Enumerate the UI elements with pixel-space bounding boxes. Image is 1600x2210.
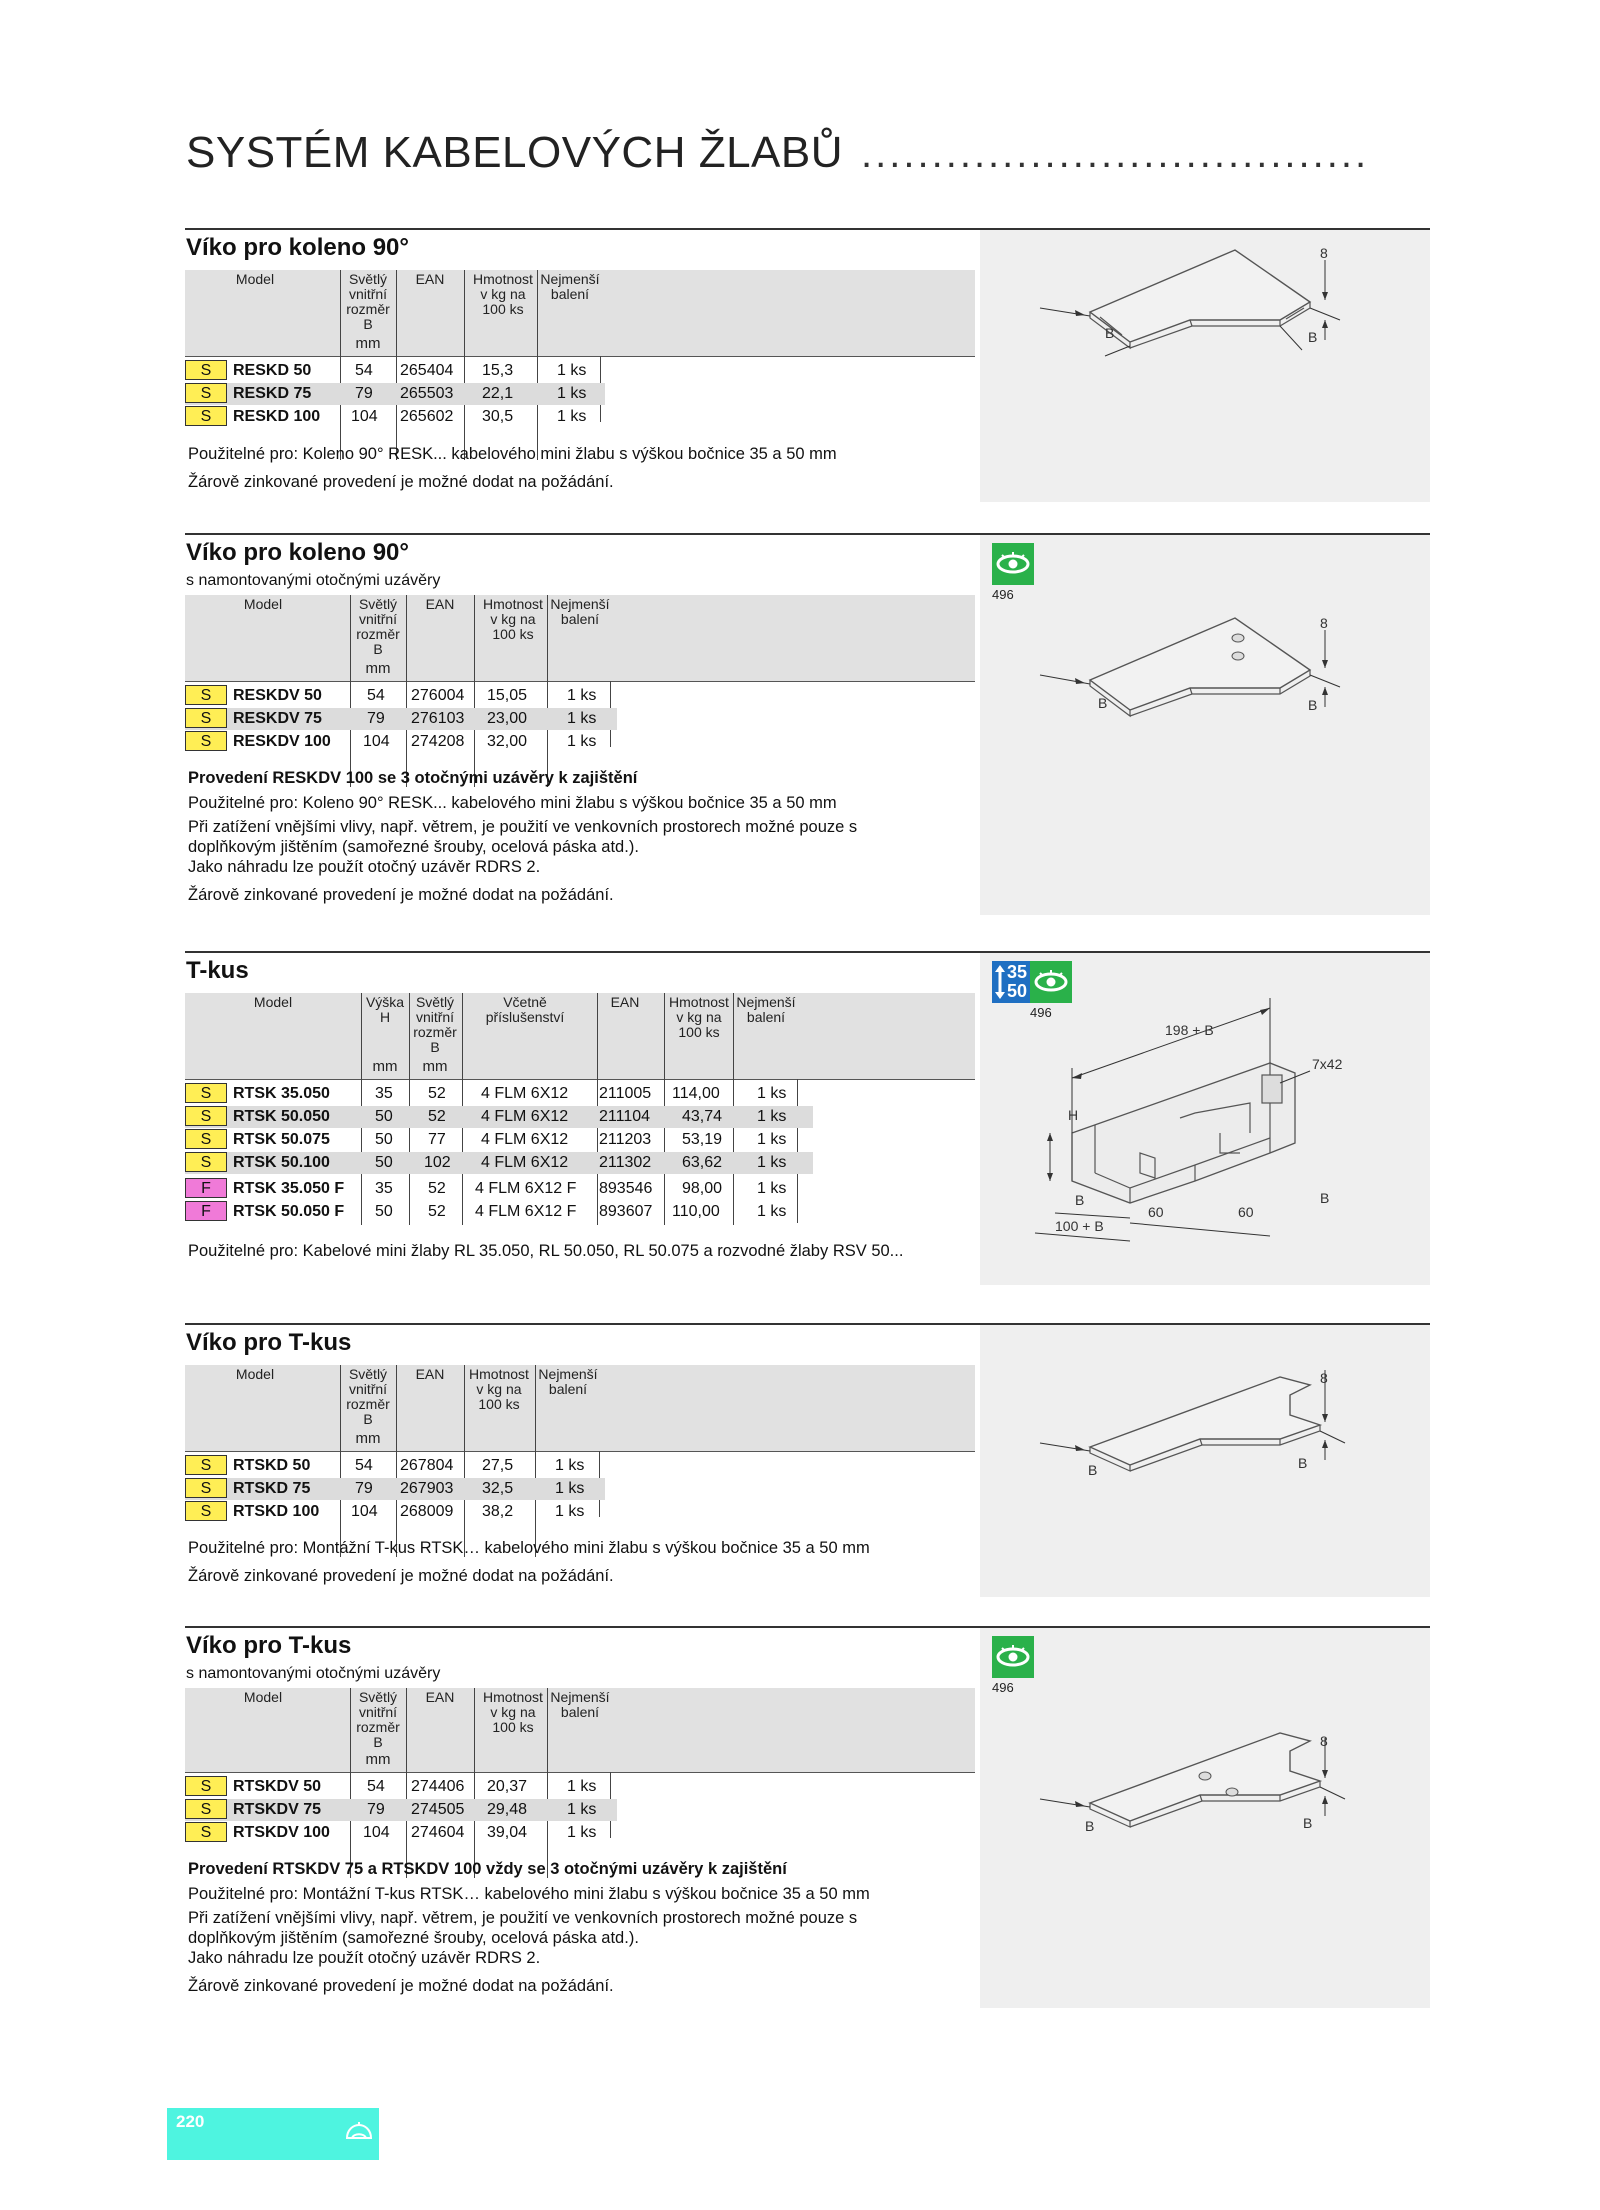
- width: 79: [355, 1480, 373, 1497]
- col-model: Model: [243, 1689, 283, 1705]
- weight: 43,74: [682, 1108, 723, 1125]
- width: 102: [424, 1154, 451, 1171]
- table-header: [185, 993, 975, 1080]
- pack: 1 ks: [555, 1480, 585, 1497]
- weight: 32,00: [487, 733, 528, 750]
- title-dots: ....................................: [861, 132, 1370, 176]
- drawing-panel: [980, 953, 1430, 1285]
- note-text: Žárově zinkované provedení je možné dodat na požádání.: [188, 473, 614, 491]
- height-50: 50: [1007, 981, 1028, 1001]
- model: RESKDV 50: [233, 687, 322, 704]
- section-subtitle: s namontovanými otočnými uzávěry: [186, 572, 441, 589]
- col-height: Výška H: [365, 994, 405, 1025]
- table-row: [185, 1201, 805, 1223]
- section-lid-elbow: [185, 228, 1430, 502]
- weight: 32,5: [482, 1480, 514, 1497]
- note-text: Použitelné pro: Kabelové mini žlaby RL 35.050, RL 50.050, RL 50.075 a rozvodné žlaby RSV 50...: [188, 1242, 904, 1260]
- width: 79: [355, 385, 373, 402]
- col-width-unit: mm: [355, 1430, 381, 1447]
- logo-icon: [344, 2120, 374, 2144]
- dim-top: 198 + B: [1165, 1022, 1214, 1038]
- width: 54: [355, 1457, 373, 1474]
- page-number-bar: [167, 2108, 379, 2160]
- weight: 23,00: [487, 710, 528, 727]
- col-pack: Nejmenší balení: [540, 271, 600, 302]
- width: 52: [428, 1085, 446, 1102]
- note-text: doplňkovým jištěním (samořezné šrouby, ocelová páska atd.).: [188, 838, 639, 856]
- height: 50: [375, 1131, 393, 1148]
- stock-tag: S: [185, 1776, 227, 1796]
- weight: 29,48: [487, 1801, 528, 1818]
- width: 104: [351, 1503, 378, 1520]
- dim-bottom: 100 + B: [1055, 1218, 1104, 1234]
- col-width-unit: mm: [365, 1751, 391, 1768]
- stock-tag: S: [185, 1455, 227, 1475]
- lid-t-piece-locks-drawing: [980, 1668, 1430, 1968]
- col-width: Světlý vnitřní rozměr B: [346, 271, 390, 332]
- pack: 1 ks: [757, 1108, 787, 1125]
- table-row: [185, 1776, 625, 1798]
- pack: 1 ks: [757, 1154, 787, 1171]
- model: RTSKDV 100: [233, 1824, 330, 1841]
- dim-offset-2: 60: [1238, 1204, 1254, 1220]
- ean: 276103: [411, 710, 465, 727]
- weight: 53,19: [682, 1131, 723, 1148]
- catalog-ref: 496: [992, 587, 1014, 602]
- note-text: doplňkovým jištěním (samořezné šrouby, ocelová páska atd.).: [188, 1929, 639, 1947]
- drawing-panel: [980, 1628, 1430, 2008]
- lid-t-piece-drawing: [980, 1325, 1430, 1597]
- pack: 1 ks: [567, 1824, 597, 1841]
- accessories: 4 FLM 6X12: [481, 1085, 569, 1102]
- section-title: Víko pro T-kus: [186, 1632, 352, 1659]
- col-ean: EAN: [425, 596, 455, 612]
- dim-b-right: B: [1308, 329, 1318, 345]
- width: 54: [367, 1778, 385, 1795]
- pack: 1 ks: [557, 385, 587, 402]
- dim-height: 8: [1320, 1733, 1328, 1749]
- stock-tag: F: [185, 1201, 227, 1221]
- pack: 1 ks: [567, 1801, 597, 1818]
- ean: 274208: [411, 733, 465, 750]
- model: RESKDV 75: [233, 710, 322, 727]
- table-row: [185, 1478, 615, 1500]
- note-text: Jako náhradu lze použít otočný uzávěr RDRS 2.: [188, 858, 541, 876]
- weight: 22,1: [482, 385, 514, 402]
- col-height-unit: mm: [372, 1058, 398, 1075]
- pack: 1 ks: [757, 1085, 787, 1102]
- col-weight: Hmotnost v kg na 100 ks: [469, 1366, 529, 1412]
- note-text: Použitelné pro: Montážní T-kus RTSK… kabelového mini žlabu s výškou bočnice 35 a 50 mm: [188, 1885, 870, 1903]
- stock-tag: F: [185, 1178, 227, 1198]
- col-width-unit: mm: [365, 660, 391, 677]
- col-ean: EAN: [425, 1689, 455, 1705]
- accessories: 4 FLM 6X12: [481, 1131, 569, 1148]
- accessories: 4 FLM 6X12 F: [475, 1203, 577, 1220]
- table-header: [185, 1365, 975, 1452]
- note-bold: Provedení RTSKDV 75 a RTSKDV 100 vždy se 3 otočnými uzávěry k zajištění: [188, 1860, 787, 1878]
- model: RTSKDV 50: [233, 1778, 322, 1795]
- stock-tag: S: [185, 406, 227, 426]
- note-text: Žárově zinkované provedení je možné dodat na požádání.: [188, 886, 614, 904]
- col-ean: EAN: [415, 1366, 445, 1382]
- table-header: [185, 1688, 975, 1773]
- col-pack: Nejmenší balení: [538, 1366, 598, 1397]
- col-pack: Nejmenší balení: [550, 596, 610, 627]
- note-text: Žárově zinkované provedení je možné dodat na požádání.: [188, 1977, 614, 1995]
- table-row: [185, 1106, 805, 1128]
- col-accessories: Včetně příslušenství: [485, 994, 565, 1025]
- dim-b-left: B: [1098, 695, 1108, 711]
- model: RTSKDV 75: [233, 1801, 322, 1818]
- col-width: Světlý vnitřní rozměr B: [413, 994, 457, 1055]
- dim-b-right: B: [1320, 1190, 1330, 1206]
- page-number: 220: [176, 2112, 205, 2131]
- table-row: [185, 1083, 805, 1105]
- pack: 1 ks: [555, 1503, 585, 1520]
- model: RTSK 50.100: [233, 1154, 330, 1171]
- note-bold: Provedení RESKDV 100 se 3 otočnými uzávěry k zajištění: [188, 769, 638, 787]
- pack: 1 ks: [567, 1778, 597, 1795]
- dim-b-right: B: [1303, 1815, 1313, 1831]
- weight: 15,3: [482, 362, 514, 379]
- model: RTSKD 50: [233, 1457, 311, 1474]
- dim-height: 8: [1320, 1370, 1328, 1386]
- dim-b-left: B: [1075, 1192, 1085, 1208]
- section-subtitle: s namontovanými otočnými uzávěry: [186, 1665, 441, 1682]
- model: RESKD 100: [233, 408, 321, 425]
- ean: 893546: [599, 1180, 653, 1197]
- stock-tag: S: [185, 1822, 227, 1842]
- model: RTSKD 100: [233, 1503, 320, 1520]
- drawing-panel: [980, 230, 1430, 502]
- width: 79: [367, 710, 385, 727]
- ean: 274505: [411, 1801, 465, 1818]
- table-header: [185, 595, 975, 682]
- table-row: [185, 708, 625, 730]
- weight: 98,00: [682, 1180, 723, 1197]
- col-width-unit: mm: [422, 1058, 448, 1075]
- note-text: Jako náhradu lze použít otočný uzávěr RDRS 2.: [188, 1949, 541, 1967]
- stock-tag: S: [185, 1799, 227, 1819]
- model: RTSK 50.075: [233, 1131, 330, 1148]
- note-text: Žárově zinkované provedení je možné dodat na požádání.: [188, 1567, 614, 1585]
- height: 50: [375, 1203, 393, 1220]
- dim-b-left: B: [1085, 1818, 1095, 1834]
- stock-tag: S: [185, 383, 227, 403]
- col-width: Světlý vnitřní rozměr B: [356, 1689, 400, 1750]
- width: 54: [367, 687, 385, 704]
- pack: 1 ks: [757, 1203, 787, 1220]
- section-title: T-kus: [186, 957, 249, 984]
- section-title: Víko pro koleno 90°: [186, 234, 409, 261]
- pack: 1 ks: [567, 687, 597, 704]
- section-title: Víko pro koleno 90°: [186, 539, 409, 566]
- height-35: 35: [1007, 962, 1028, 982]
- dim-height: H: [1068, 1107, 1079, 1123]
- ean: 267903: [400, 1480, 454, 1497]
- ean: 265602: [400, 408, 454, 425]
- stock-tag: S: [185, 360, 227, 380]
- section-title: Víko pro T-kus: [186, 1329, 352, 1356]
- ean: 211203: [599, 1131, 652, 1148]
- model: RTSK 50.050 F: [233, 1203, 345, 1220]
- width: 77: [428, 1131, 446, 1148]
- col-width: Světlý vnitřní rozměr B: [346, 1366, 390, 1427]
- dim-offset-1: 60: [1148, 1204, 1164, 1220]
- section-lid-t-piece: [185, 1323, 1430, 1597]
- model: RESKDV 100: [233, 733, 331, 750]
- col-weight: Hmotnost v kg na 100 ks: [473, 271, 533, 317]
- ean: 893607: [599, 1203, 653, 1220]
- t-piece-drawing: [980, 993, 1430, 1283]
- ean: 265503: [400, 385, 454, 402]
- dim-b-right: B: [1298, 1455, 1308, 1471]
- model: RTSK 35.050: [233, 1085, 330, 1102]
- weight: 110,00: [672, 1203, 720, 1220]
- weight: 39,04: [487, 1824, 528, 1841]
- weight: 30,5: [482, 408, 514, 425]
- pack: 1 ks: [557, 408, 587, 425]
- col-width-unit: mm: [355, 335, 381, 352]
- col-model: Model: [253, 994, 293, 1010]
- accessories: 4 FLM 6X12: [481, 1108, 569, 1125]
- lid-elbow-locks-drawing: [980, 575, 1430, 875]
- ean: 274406: [411, 1778, 465, 1795]
- table-row: [185, 1501, 615, 1523]
- height: 50: [375, 1154, 393, 1171]
- dim-b-left: B: [1105, 325, 1115, 341]
- dim-b-left: B: [1088, 1462, 1098, 1478]
- table-row: [185, 1455, 615, 1477]
- ean: 274604: [411, 1824, 465, 1841]
- col-model: Model: [243, 596, 283, 612]
- page-title: [186, 128, 1369, 178]
- weight: 20,37: [487, 1778, 528, 1795]
- ean: 265404: [400, 362, 454, 379]
- col-ean: EAN: [415, 271, 445, 287]
- model: RESKD 75: [233, 385, 312, 402]
- accessories: 4 FLM 6X12: [481, 1154, 569, 1171]
- height: 50: [375, 1108, 393, 1125]
- height: 35: [375, 1180, 393, 1197]
- dim-bolt: 7x42: [1312, 1056, 1343, 1072]
- stock-tag: S: [185, 685, 227, 705]
- col-model: Model: [235, 271, 275, 287]
- stock-tag: S: [185, 731, 227, 751]
- table-row: [185, 1822, 625, 1844]
- stock-tag: S: [185, 1106, 227, 1126]
- weight: 27,5: [482, 1457, 514, 1474]
- table-row: [185, 383, 615, 405]
- stock-tag: S: [185, 1083, 227, 1103]
- accessories: 4 FLM 6X12 F: [475, 1180, 577, 1197]
- catalog-ref: 496: [992, 1680, 1014, 1695]
- note-text: Při zatížení vnějšími vlivy, např. větrem, je použití ve venkovních prostorech možné pouze s: [188, 1909, 858, 1927]
- weight: 63,62: [682, 1154, 723, 1171]
- table-row: [185, 1129, 805, 1151]
- pack: 1 ks: [567, 710, 597, 727]
- pack: 1 ks: [757, 1131, 787, 1148]
- table-row: [185, 1178, 805, 1200]
- dim-b-right: B: [1308, 697, 1318, 713]
- width: 52: [428, 1203, 446, 1220]
- col-weight: Hmotnost v kg na 100 ks: [669, 994, 729, 1040]
- col-width: Světlý vnitřní rozměr B: [356, 596, 400, 657]
- table-row: [185, 1152, 805, 1174]
- pack: 1 ks: [567, 733, 597, 750]
- section-lid-elbow-locks: [185, 533, 1430, 915]
- stock-tag: S: [185, 708, 227, 728]
- model: RTSK 50.050: [233, 1108, 330, 1125]
- section-lid-t-piece-locks: [185, 1626, 1430, 2008]
- catalog-ref: 496: [1030, 1005, 1052, 1020]
- ean: 268009: [400, 1503, 454, 1520]
- ean: 211005: [599, 1085, 652, 1102]
- note-text: Použitelné pro: Montážní T-kus RTSK… kabelového mini žlabu s výškou bočnice 35 a 50 mm: [188, 1539, 870, 1557]
- height: 35: [375, 1085, 393, 1102]
- col-model: Model: [235, 1366, 275, 1382]
- table-row: [185, 360, 615, 382]
- table-row: [185, 731, 625, 753]
- col-weight: Hmotnost v kg na 100 ks: [483, 1689, 543, 1735]
- weight: 114,00: [672, 1085, 720, 1102]
- stock-tag: S: [185, 1478, 227, 1498]
- model: RESKD 50: [233, 362, 312, 379]
- stock-tag: S: [185, 1152, 227, 1172]
- table-row: [185, 1799, 625, 1821]
- pack: 1 ks: [555, 1457, 585, 1474]
- drawing-panel: [980, 1325, 1430, 1597]
- width: 104: [363, 1824, 390, 1841]
- pack: 1 ks: [757, 1180, 787, 1197]
- ean: 211104: [599, 1108, 651, 1125]
- note-text: Použitelné pro: Koleno 90° RESK... kabelového mini žlabu s výškou bočnice 35 a 50 mm: [188, 445, 837, 463]
- table-row: [185, 406, 615, 428]
- dim-height: 8: [1320, 245, 1328, 261]
- page-title-text: SYSTÉM KABELOVÝCH ŽLABŮ: [186, 128, 844, 177]
- width: 104: [363, 733, 390, 750]
- drawing-panel: [980, 535, 1430, 915]
- col-pack: Nejmenší balení: [550, 1689, 610, 1720]
- pack: 1 ks: [557, 362, 587, 379]
- table-row: [185, 685, 625, 707]
- col-ean: EAN: [610, 994, 640, 1010]
- weight: 15,05: [487, 687, 528, 704]
- col-pack: Nejmenší balení: [736, 994, 796, 1025]
- table-header: [185, 270, 975, 357]
- ean: 267804: [400, 1457, 454, 1474]
- width: 52: [428, 1108, 446, 1125]
- width: 79: [367, 1801, 385, 1818]
- stock-tag: S: [185, 1129, 227, 1149]
- weight: 38,2: [482, 1503, 514, 1520]
- width: 54: [355, 362, 373, 379]
- dim-height: 8: [1320, 615, 1328, 631]
- model: RTSKD 75: [233, 1480, 311, 1497]
- width: 104: [351, 408, 378, 425]
- note-text: Při zatížení vnějšími vlivy, např. větrem, je použití ve venkovních prostorech možné pouze s: [188, 818, 858, 836]
- stock-tag: S: [185, 1501, 227, 1521]
- ean: 276004: [411, 687, 465, 704]
- note-text: Použitelné pro: Koleno 90° RESK... kabelového mini žlabu s výškou bočnice 35 a 50 mm: [188, 794, 837, 812]
- width: 52: [428, 1180, 446, 1197]
- section-t-piece: [185, 951, 1430, 1285]
- col-weight: Hmotnost v kg na 100 ks: [483, 596, 543, 642]
- lid-elbow-drawing: [980, 230, 1430, 502]
- ean: 211302: [599, 1154, 652, 1171]
- model: RTSK 35.050 F: [233, 1180, 345, 1197]
